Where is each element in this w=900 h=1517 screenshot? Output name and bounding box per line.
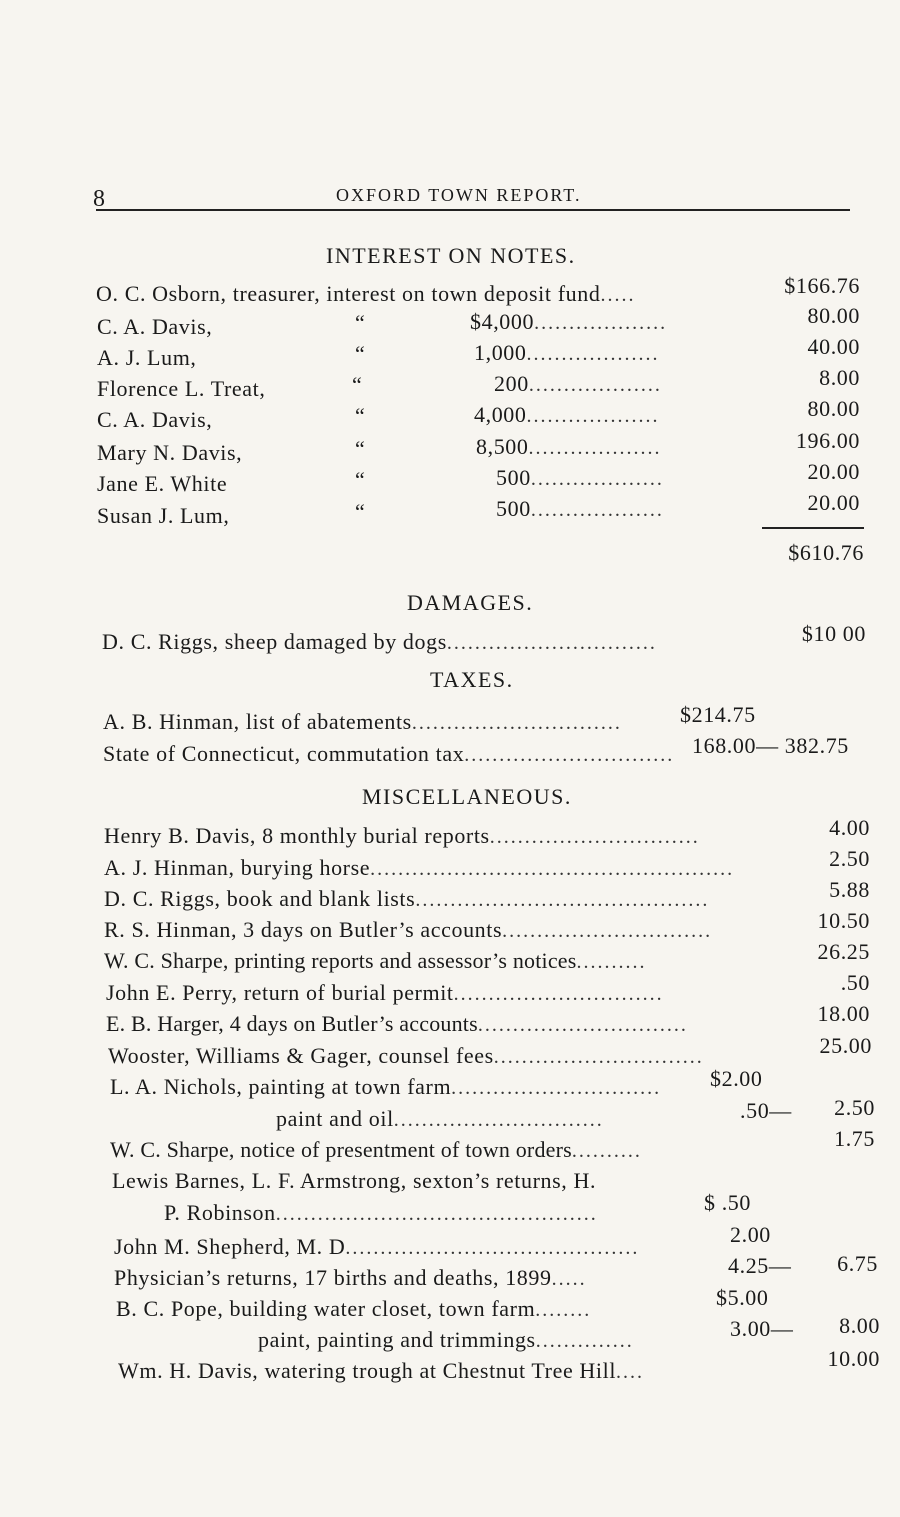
leader-dots: .......... — [576, 951, 647, 973]
leader-dots: .............. — [535, 1330, 634, 1352]
taxes-sub-1: $214.75 — [680, 702, 756, 727]
misc-text: Henry B. Davis, 8 monthly burial reports — [104, 823, 490, 848]
leader-dots: ................... — [526, 405, 660, 427]
pope-text-1: B. C. Pope, building water closet, town farm — [116, 1296, 536, 1321]
nichols-line-2 — [276, 1106, 690, 1132]
leader-dots: ..... — [551, 1268, 587, 1290]
leader-dots: .............................. — [451, 1077, 662, 1099]
interest-total: $610.76 — [788, 540, 864, 565]
interest-row-amount: 80.00 — [807, 303, 860, 328]
damages-amount: $10 00 — [801, 621, 866, 646]
nichols-sub-2: .50— — [740, 1098, 792, 1123]
misc-line — [106, 1011, 762, 1037]
misc-text: R. S. Hinman, 3 days on Butler’s accounts — [104, 917, 503, 942]
running-title: OXFORD TOWN REPORT. — [336, 185, 582, 205]
taxes-line-1 — [103, 709, 677, 735]
leader-dots: .... — [616, 1361, 645, 1383]
barnes-text-2: P. Robinson — [164, 1200, 276, 1225]
taxes-line-2 — [103, 741, 687, 767]
misc-amount: 2.50 — [829, 846, 870, 871]
leader-dots: .......... — [571, 1140, 642, 1162]
interest-row-principal-line — [474, 402, 750, 428]
interest-first-amount: $166.76 — [784, 273, 860, 298]
leader-dots: .............................. — [411, 712, 622, 734]
leader-dots: .............................. — [489, 826, 700, 848]
leader-dots: .............................. — [446, 632, 657, 654]
sharpe2-line — [110, 1137, 774, 1163]
misc-line — [104, 823, 770, 849]
misc-line — [106, 980, 762, 1006]
interest-row-principal-line — [496, 496, 750, 522]
nichols-sub-1: $2.00 — [710, 1066, 763, 1091]
ditto-mark: “ — [355, 341, 366, 366]
misc-amount: 26.25 — [817, 939, 870, 964]
misc-amount: 25.00 — [819, 1033, 872, 1058]
interest-row-principal: 1,000 — [474, 340, 527, 365]
leader-dots: ........ — [535, 1299, 592, 1321]
leader-dots: .................................................... — [370, 858, 735, 880]
damages-title: DAMAGES. — [407, 590, 534, 615]
leader-dots: .............................. — [453, 983, 664, 1005]
interest-row-name: Susan J. Lum, — [97, 503, 230, 528]
ditto-mark: “ — [352, 372, 363, 397]
leader-dots: ................... — [534, 312, 668, 334]
leader-dots: ..... — [600, 284, 636, 306]
barnes-sub: $ .50 — [704, 1190, 751, 1215]
physician-line — [114, 1265, 700, 1291]
interest-row-amount: 40.00 — [807, 334, 860, 359]
interest-row-amount: 80.00 — [807, 396, 860, 421]
wm-amount: 10.00 — [827, 1346, 880, 1371]
misc-text: A. J. Hinman, burying horse — [104, 855, 371, 880]
barnes-line-1: Lewis Barnes, L. F. Armstrong, sexton’s returns, H. — [112, 1168, 597, 1193]
misc-amount: 18.00 — [817, 1001, 870, 1026]
taxes-text-1: A. B. Hinman, list of abatements — [103, 709, 412, 734]
ditto-mark: “ — [355, 499, 366, 524]
leader-dots: .............................. — [393, 1109, 604, 1131]
ditto-mark: “ — [355, 436, 366, 461]
interest-first-name: O. C. Osborn, treasurer, interest on town deposit fund — [96, 281, 601, 306]
leader-dots: .......................................... — [415, 889, 710, 911]
leader-dots: .............................. — [502, 920, 713, 942]
sharpe2-text: W. C. Sharpe, notice of presentment of town orders — [110, 1137, 572, 1162]
pope-line-1 — [116, 1296, 700, 1322]
nichols-text-1: L. A. Nichols, painting at town farm — [110, 1074, 452, 1099]
sum-rule — [762, 527, 864, 529]
interest-row-principal: 500 — [496, 496, 531, 521]
leader-dots: ................... — [526, 343, 660, 365]
ditto-mark: “ — [355, 403, 366, 428]
interest-row-name: A. J. Lum, — [97, 345, 197, 370]
shepherd-text: John M. Shepherd, M. D — [114, 1234, 346, 1259]
page-number: 8 — [93, 186, 106, 212]
pope-line-2 — [258, 1327, 698, 1353]
interest-first-line — [96, 281, 756, 307]
interest-row-principal: $4,000 — [470, 309, 535, 334]
misc-amount: 4.00 — [829, 815, 870, 840]
shepherd-line — [114, 1234, 698, 1260]
misc-line — [104, 855, 770, 881]
ditto-mark: “ — [355, 467, 366, 492]
leader-dots: .............................. — [493, 1046, 704, 1068]
taxes-text-2: State of Connecticut, commutation tax — [103, 741, 465, 766]
misc-amount: .50 — [840, 970, 870, 995]
leader-dots: ................... — [530, 499, 664, 521]
interest-row-principal: 200 — [494, 371, 529, 396]
misc-line — [104, 948, 766, 974]
interest-row-amount: 20.00 — [807, 490, 860, 515]
misc-text: D. C. Riggs, book and blank lists — [104, 886, 416, 911]
misc-line — [108, 1043, 764, 1069]
leader-dots: .............................. — [477, 1014, 688, 1036]
interest-row-amount: 20.00 — [807, 459, 860, 484]
taxes-title: TAXES. — [430, 667, 514, 692]
ditto-mark: “ — [355, 310, 366, 335]
misc-text: John E. Perry, return of burial permit — [106, 980, 454, 1005]
interest-row-name: C. A. Davis, — [97, 314, 213, 339]
misc-amount: 5.88 — [829, 877, 870, 902]
sharpe2-amount: 1.75 — [834, 1126, 875, 1151]
nichols-amount: 2.50 — [834, 1095, 875, 1120]
interest-row-principal-line — [476, 434, 750, 460]
misc-title: MISCELLANEOUS. — [362, 784, 572, 809]
interest-row-name: C. A. Davis, — [97, 407, 213, 432]
misc-text: Wooster, Williams & Gager, counsel fees — [108, 1043, 494, 1068]
interest-row-principal-line — [474, 340, 750, 366]
wm-line — [118, 1358, 786, 1384]
misc-amount: 10.50 — [817, 908, 870, 933]
leader-dots: .............................. — [464, 744, 675, 766]
interest-row-principal-line — [494, 371, 750, 397]
header-rule — [96, 209, 850, 211]
wm-text: Wm. H. Davis, watering trough at Chestnut Tree Hill — [118, 1358, 617, 1383]
leader-dots: ................... — [530, 468, 664, 490]
misc-line — [104, 886, 770, 912]
pope-sub-1: $5.00 — [716, 1285, 769, 1310]
interest-row-principal-line — [496, 465, 750, 491]
taxes-sub-2: 168.00— 382.75 — [692, 733, 849, 758]
nichols-text-2: paint and oil — [276, 1106, 394, 1131]
nichols-line-1 — [110, 1074, 690, 1100]
physician-text: Physician’s returns, 17 births and deaths, 1899 — [114, 1265, 552, 1290]
misc-text: E. B. Harger, 4 days on Butler’s accounts — [106, 1011, 478, 1036]
misc-text: W. C. Sharpe, printing reports and assessor’s notices — [104, 948, 577, 973]
interest-row-principal-line — [470, 309, 750, 335]
physician-sub: 4.25— — [728, 1253, 792, 1278]
interest-row-principal: 500 — [496, 465, 531, 490]
pope-text-2: paint, painting and trimmings — [258, 1327, 536, 1352]
leader-dots: ................... — [528, 437, 662, 459]
interest-row-name: Jane E. White — [97, 471, 228, 496]
damages-text: D. C. Riggs, sheep damaged by dogs — [102, 629, 447, 654]
leader-dots: .......................................... — [345, 1237, 640, 1259]
barnes-line-2 — [164, 1200, 700, 1226]
interest-row-principal: 4,000 — [474, 402, 527, 427]
leader-dots: .............................................. — [275, 1203, 598, 1225]
damages-line — [102, 629, 742, 655]
misc-line — [104, 917, 766, 943]
interest-row-name: Florence L. Treat, — [97, 376, 266, 401]
leader-dots: ................... — [528, 374, 662, 396]
interest-row-name: Mary N. Davis, — [97, 440, 243, 465]
physician-amount: 6.75 — [837, 1251, 878, 1276]
interest-title: INTEREST ON NOTES. — [326, 243, 576, 268]
interest-row-principal: 8,500 — [476, 434, 529, 459]
shepherd-sub: 2.00 — [730, 1222, 771, 1247]
interest-row-amount: 8.00 — [819, 365, 860, 390]
pope-sub-2: 3.00— — [730, 1316, 794, 1341]
pope-amount: 8.00 — [839, 1313, 880, 1338]
interest-row-amount: 196.00 — [795, 428, 860, 453]
